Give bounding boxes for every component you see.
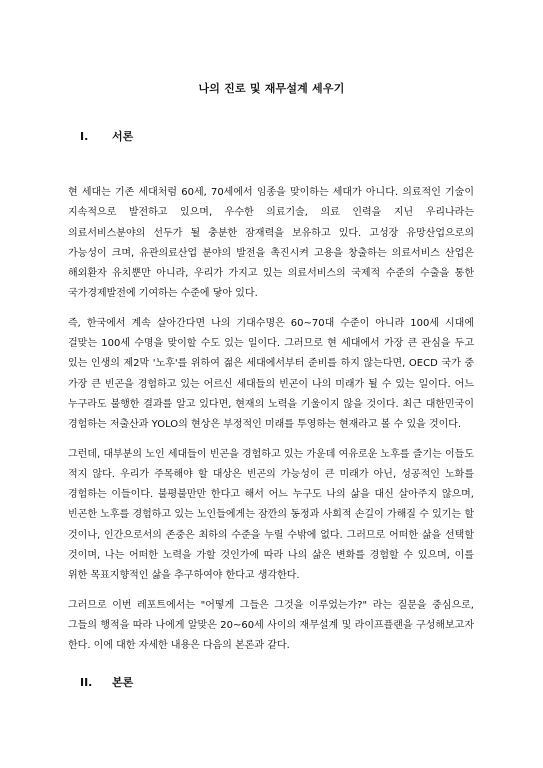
paragraph: 그러므로 이번 레포트에서는 "어떻게 그들은 그것을 이루었는가?" 라는 질문을 중심으로, 그들의 행적을 따라 나에게 알맞은 20~60세 사이의 재무설계 및 라이프플랜을 구성해보고자 한다. 이에 대한 자세한 내용은 다음의 본론과 같다. <box>68 599 474 652</box>
section-heading-main-body <box>80 674 133 690</box>
paragraph: 그런데, 대부분의 노인 세대들이 빈곤을 경험하고 있는 가운데 여유로운 노후를 즐기는 이들도 적지 않다. 우리가 주목해야 할 대상은 빈곤의 가능성이 큰 미래가 아닌, 성공적인 노화를 경험하는 이들이다. 불평불만만 한다고 해서 어느 누구도 나의 삶을 대신 살아주지 않으며, 빈곤한 노후를 경험하고 있는 노인들에게는 잠깐의 동정과 사회적 손길이 가해질 수 있기는 할 것이나, 인간으로서의 존중은 최하의 수준을 누릴 수밖에 없다. 그러므로 어떠한 삶을 선택할 것이며, 나는 어떠한 노력을 가할 것인가에 따라 나의 삶은 변화를 경험할 수 있으며, 이를 위한 목표지향적인 삶을 추구하여야 한다고 생각한다. <box>68 448 474 582</box>
section-body-introduction <box>68 183 474 666</box>
section-heading-introduction <box>80 128 133 144</box>
document-title: 나의 진로 및 재무설계 세우기 <box>198 82 345 95</box>
section-title: 본론 <box>112 676 134 689</box>
paragraph: 즉, 한국에서 계속 살아간다면 나의 기대수명은 60~70대 수준이 아니라 100세 시대에 걸맞는 100세 수명을 맞이할 수도 있는 일이다. 그러므로 현 세대에서 가장 큰 관심을 두고 있는 인생의 제2막 '노후'를 위하여 젊은 세대에서부터 준비를 하지 않는다면, OECD 국가 중 가장 큰 빈곤을 경험하고 있는 어르신 세대들의 빈곤이 나의 미래가 될 수 있는 일이다. 어느 누구라도 불행한 결과를 알고 있다면, 현재의 노력을 기울이지 않을 것이다. 최근 대한민국이 경험하는 저출산과 YOLO의 현상은 부정적인 미래를 투영하는 현재라고 볼 수 있을 것이다. <box>68 317 474 431</box>
paragraph: 현 세대는 기존 세대처럼 60세, 70세에서 임종을 맞이하는 세대가 아니다. 의료적인 기술이 지속적으로 발전하고 있으며, 우수한 의료기술, 의료 인력을 지닌 우리나라는 의료서비스분야의 선두가 될 충분한 잠재력을 보유하고 있다. 고성장 유망산업으로의 가능성이 크며, 유관의료산업 분야의 발전을 촉진시켜 고용을 창출하는 의료서비스 산업은 해외환자 유치뿐만 아니라, 우리가 가지고 있는 의료서비스의 국제적 수준의 수출을 통한 국가경제발전에 기여하는 수준에 닿아 있다. <box>68 187 474 300</box>
section-number: I. <box>80 130 89 143</box>
section-title: 서론 <box>112 130 134 143</box>
section-number: II. <box>80 676 93 689</box>
